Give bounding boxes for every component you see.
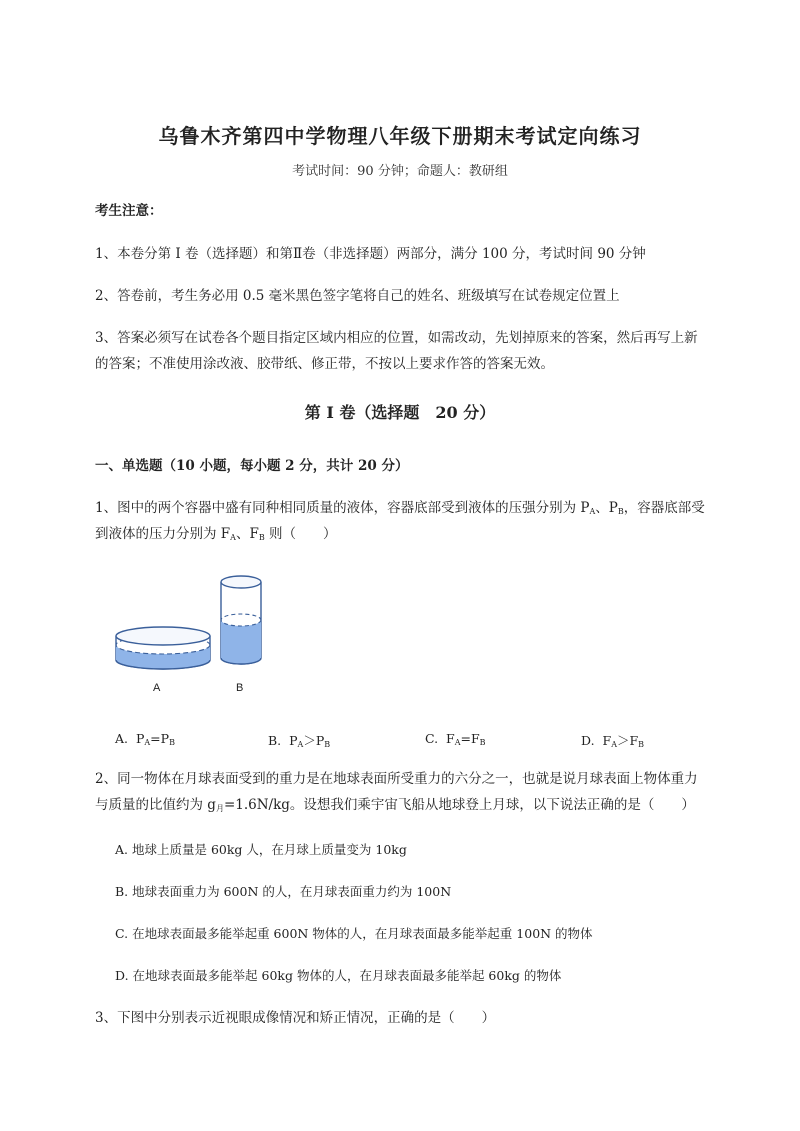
container-b-label: B [236,682,244,694]
notice-heading: 考生注意： [95,203,163,219]
q2-option-d[interactable]: D. 在地球表面最多能举起 60kg 物体的人，在月球表面最多能举起 60kg 的物体 [115,968,562,983]
q1-option-c[interactable]: C. $F_A=F_B$ [425,731,486,747]
q2-option-b[interactable]: B. 地球表面重力为 600N 的人，在月球表面重力约为 100N [115,884,452,899]
notice-item-3-cont: 的答案；不准使用涂改液、胶带纸、修正带，不按以上要求作答的答案无效。 [95,356,554,372]
q1-text-line1: 1、图中的两个容器中盛有同种相同质量的液体，容器底部受到液体的压强分别为 $P_A$、$P_B$，容器底部受 [95,500,705,516]
q1-option-b[interactable]: B. $P_A>P_B$ [268,733,331,749]
q2-text-line2: 与质量的比值约为 $g_月=1.6N/kg$。设想我们乘宇宙飞船从地球登上月球，以下说法正确的是（ ） [95,797,695,813]
notice-item-3: 3、答案必须写在试卷各个题目指定区域内相应的位置，如需改动，先划掉原来的答案，然后再写上新 [95,330,698,346]
containers-illustration [110,570,290,710]
container-a-label: A [153,682,161,694]
q1-option-d[interactable]: D. $F_A>F_B$ [581,733,645,749]
page-title: 乌鲁木齐第四中学物理八年级下册期末考试定向练习 [158,124,642,148]
q1-text-line2: 到液体的压力分别为 $F_A$、$F_B$ 则（ ） [95,526,337,542]
part-heading: 一、单选题（10 小题，每小题 2 分，共计 20 分） [95,458,409,474]
q2-option-a[interactable]: A. 地球上质量是 60kg 人，在月球上质量变为 10kg [115,842,407,857]
section-title: 第 I 卷（选择题 20 分） [304,403,496,422]
q2-text-line1: 2、同一物体在月球表面受到的重力是在地球表面所受重力的六分之一，也就是说月球表面上物体重力 [95,771,698,787]
notice-item-2: 2、答卷前，考生务必用 0.5 毫米黑色签字笔将自己的姓名、班级填写在试卷规定位置上 [95,288,620,304]
q2-option-c[interactable]: C. 在地球表面最多能举起重 600N 物体的人，在月球表面最多能举起重 100N 的物体 [115,926,593,941]
notice-item-1: 1、本卷分第 I 卷（选择题）和第Ⅱ卷（非选择题）两部分，满分 100 分，考试时间 90 分钟 [95,246,646,262]
page-subtitle: 考试时间：90 分钟；命题人：教研组 [292,164,508,179]
q1-option-a[interactable]: A. $P_A=P_B$ [115,731,175,747]
containers-figure [110,570,290,710]
q3-text-line1: 3、下图中分别表示近视眼成像情况和矫正情况，正确的是（ ） [95,1010,496,1026]
